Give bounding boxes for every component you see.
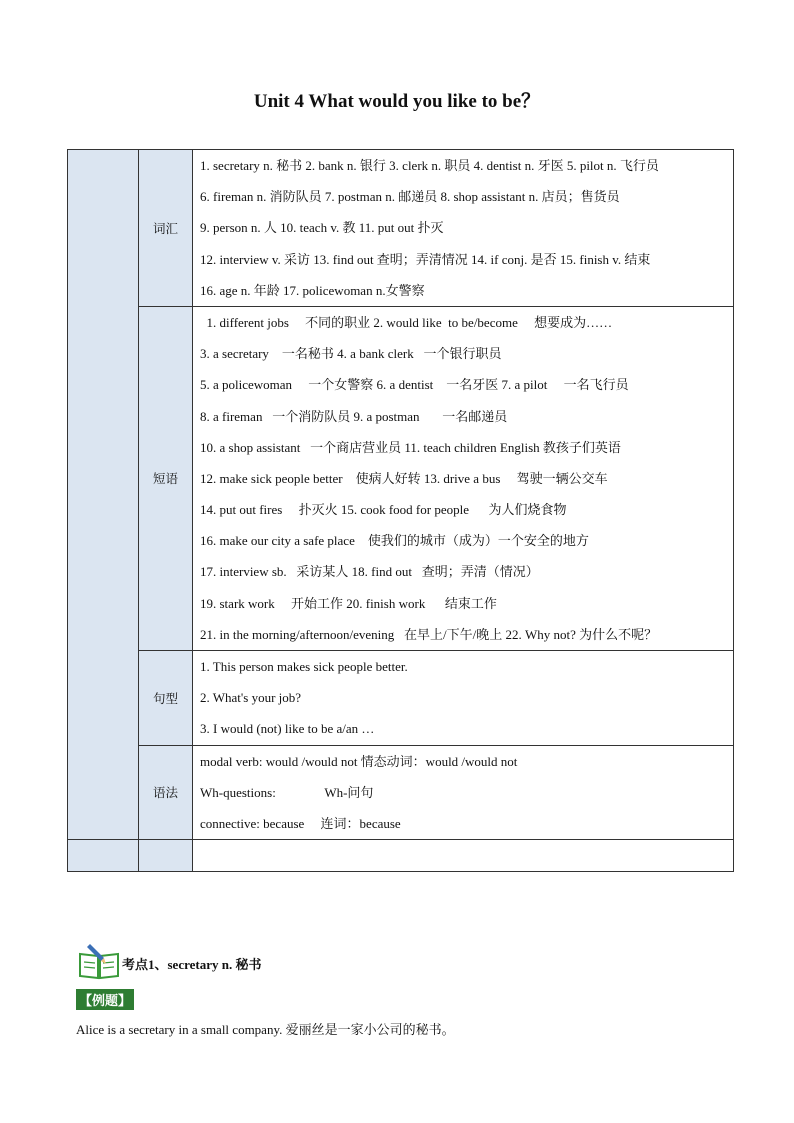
phrase-line: 21. in the morning/afternoon/evening 在早上/下午/晚上 22. Why not? 为什么不呢？ [200,626,658,642]
phrase-line: 16. make our city a safe place 使我们的城市（成为）一个安全的地方 [200,533,589,549]
vocab-line: 16. age n. 年龄 17. policewoman n.女警察 [200,282,425,298]
sentences-row [68,651,734,746]
example-tag: 【例题】 [76,989,134,1010]
side-cell [68,150,139,840]
phrase-line: 10. a shop assistant 一个商店营业员 11. teach children English 教孩子们英语 [200,439,621,455]
vocab-category: 词汇 [139,150,193,307]
phrases-category: 短语 [139,306,193,650]
vocab-line: 9. person n. 人 10. teach v. 教 11. put out 扑灭 [200,220,444,236]
page-title: Unit 4 What would you like to be？ [253,91,541,112]
sentence-line: 2. What's your job? [200,690,302,706]
sentences-category: 句型 [139,651,193,746]
phrase-line: 1. different jobs 不同的职业 2. would like to be/become 想要成为…… [200,314,613,330]
empty-cell [68,840,139,872]
grammar-line: Wh-questions: Wh-问句 [200,784,374,800]
vocab-line: 12. interview v. 采访 13. find out 查明；弄清情况 14. if conj. 是否 15. finish v. 结束 [200,251,651,267]
grammar-content [193,745,734,840]
vocab-content [193,150,734,307]
phrase-line: 19. stark work 开始工作 20. finish work 结束工作 [200,595,497,611]
empty-cell [193,840,734,872]
empty-row [68,840,734,872]
grammar-line: modal verb: would /would not 情态动词：would /would not [200,753,518,769]
vocab-line: 1. secretary n. 秘书 2. bank n. 银行 3. clerk n. 职员 4. dentist n. 牙医 5. pilot n. 飞行员 [200,158,659,173]
summary-table [67,149,734,872]
vocab-row [68,150,734,307]
vocab-line: 6. fireman n. 消防队员 7. postman n. 邮递员 8. shop assistant n. 店员；售货员 [200,189,620,205]
phrase-line: 3. a secretary 一名秘书 4. a bank clerk 一个银行职员 [200,346,502,362]
grammar-line: connective: because 连词：because [200,815,401,831]
book-pencil-icon [77,940,121,980]
phrase-line: 17. interview sb. 采访某人 18. find out 查明；弄清（情况） [200,564,539,580]
sentences-content [193,651,734,746]
phrases-content [193,306,734,650]
phrases-row [68,306,734,650]
empty-cell [139,840,193,872]
phrase-line: 8. a fireman 一个消防队员 9. a postman 一名邮递员 [200,408,508,424]
kaodian-title: 考点1、secretary n. 秘书 [122,957,262,972]
sentence-line: 1. This person makes sick people better. [200,659,408,674]
phrase-line: 5. a policewoman 一个女警察 6. a dentist 一名牙医 7. a pilot 一名飞行员 [200,377,629,393]
phrase-line: 14. put out fires 扑灭火 15. cook food for people 为人们烧食物 [200,502,567,518]
grammar-category: 语法 [139,745,193,840]
example-sentence: Alice is a secretary in a small company. 爱丽丝是一家小公司的秘书。 [76,1022,455,1037]
grammar-row [68,745,734,840]
phrase-line: 12. make sick people better 使病人好转 13. drive a bus 驾驶一辆公交车 [200,470,608,486]
sentence-line: 3. I would (not) like to be a/an … [200,721,375,737]
